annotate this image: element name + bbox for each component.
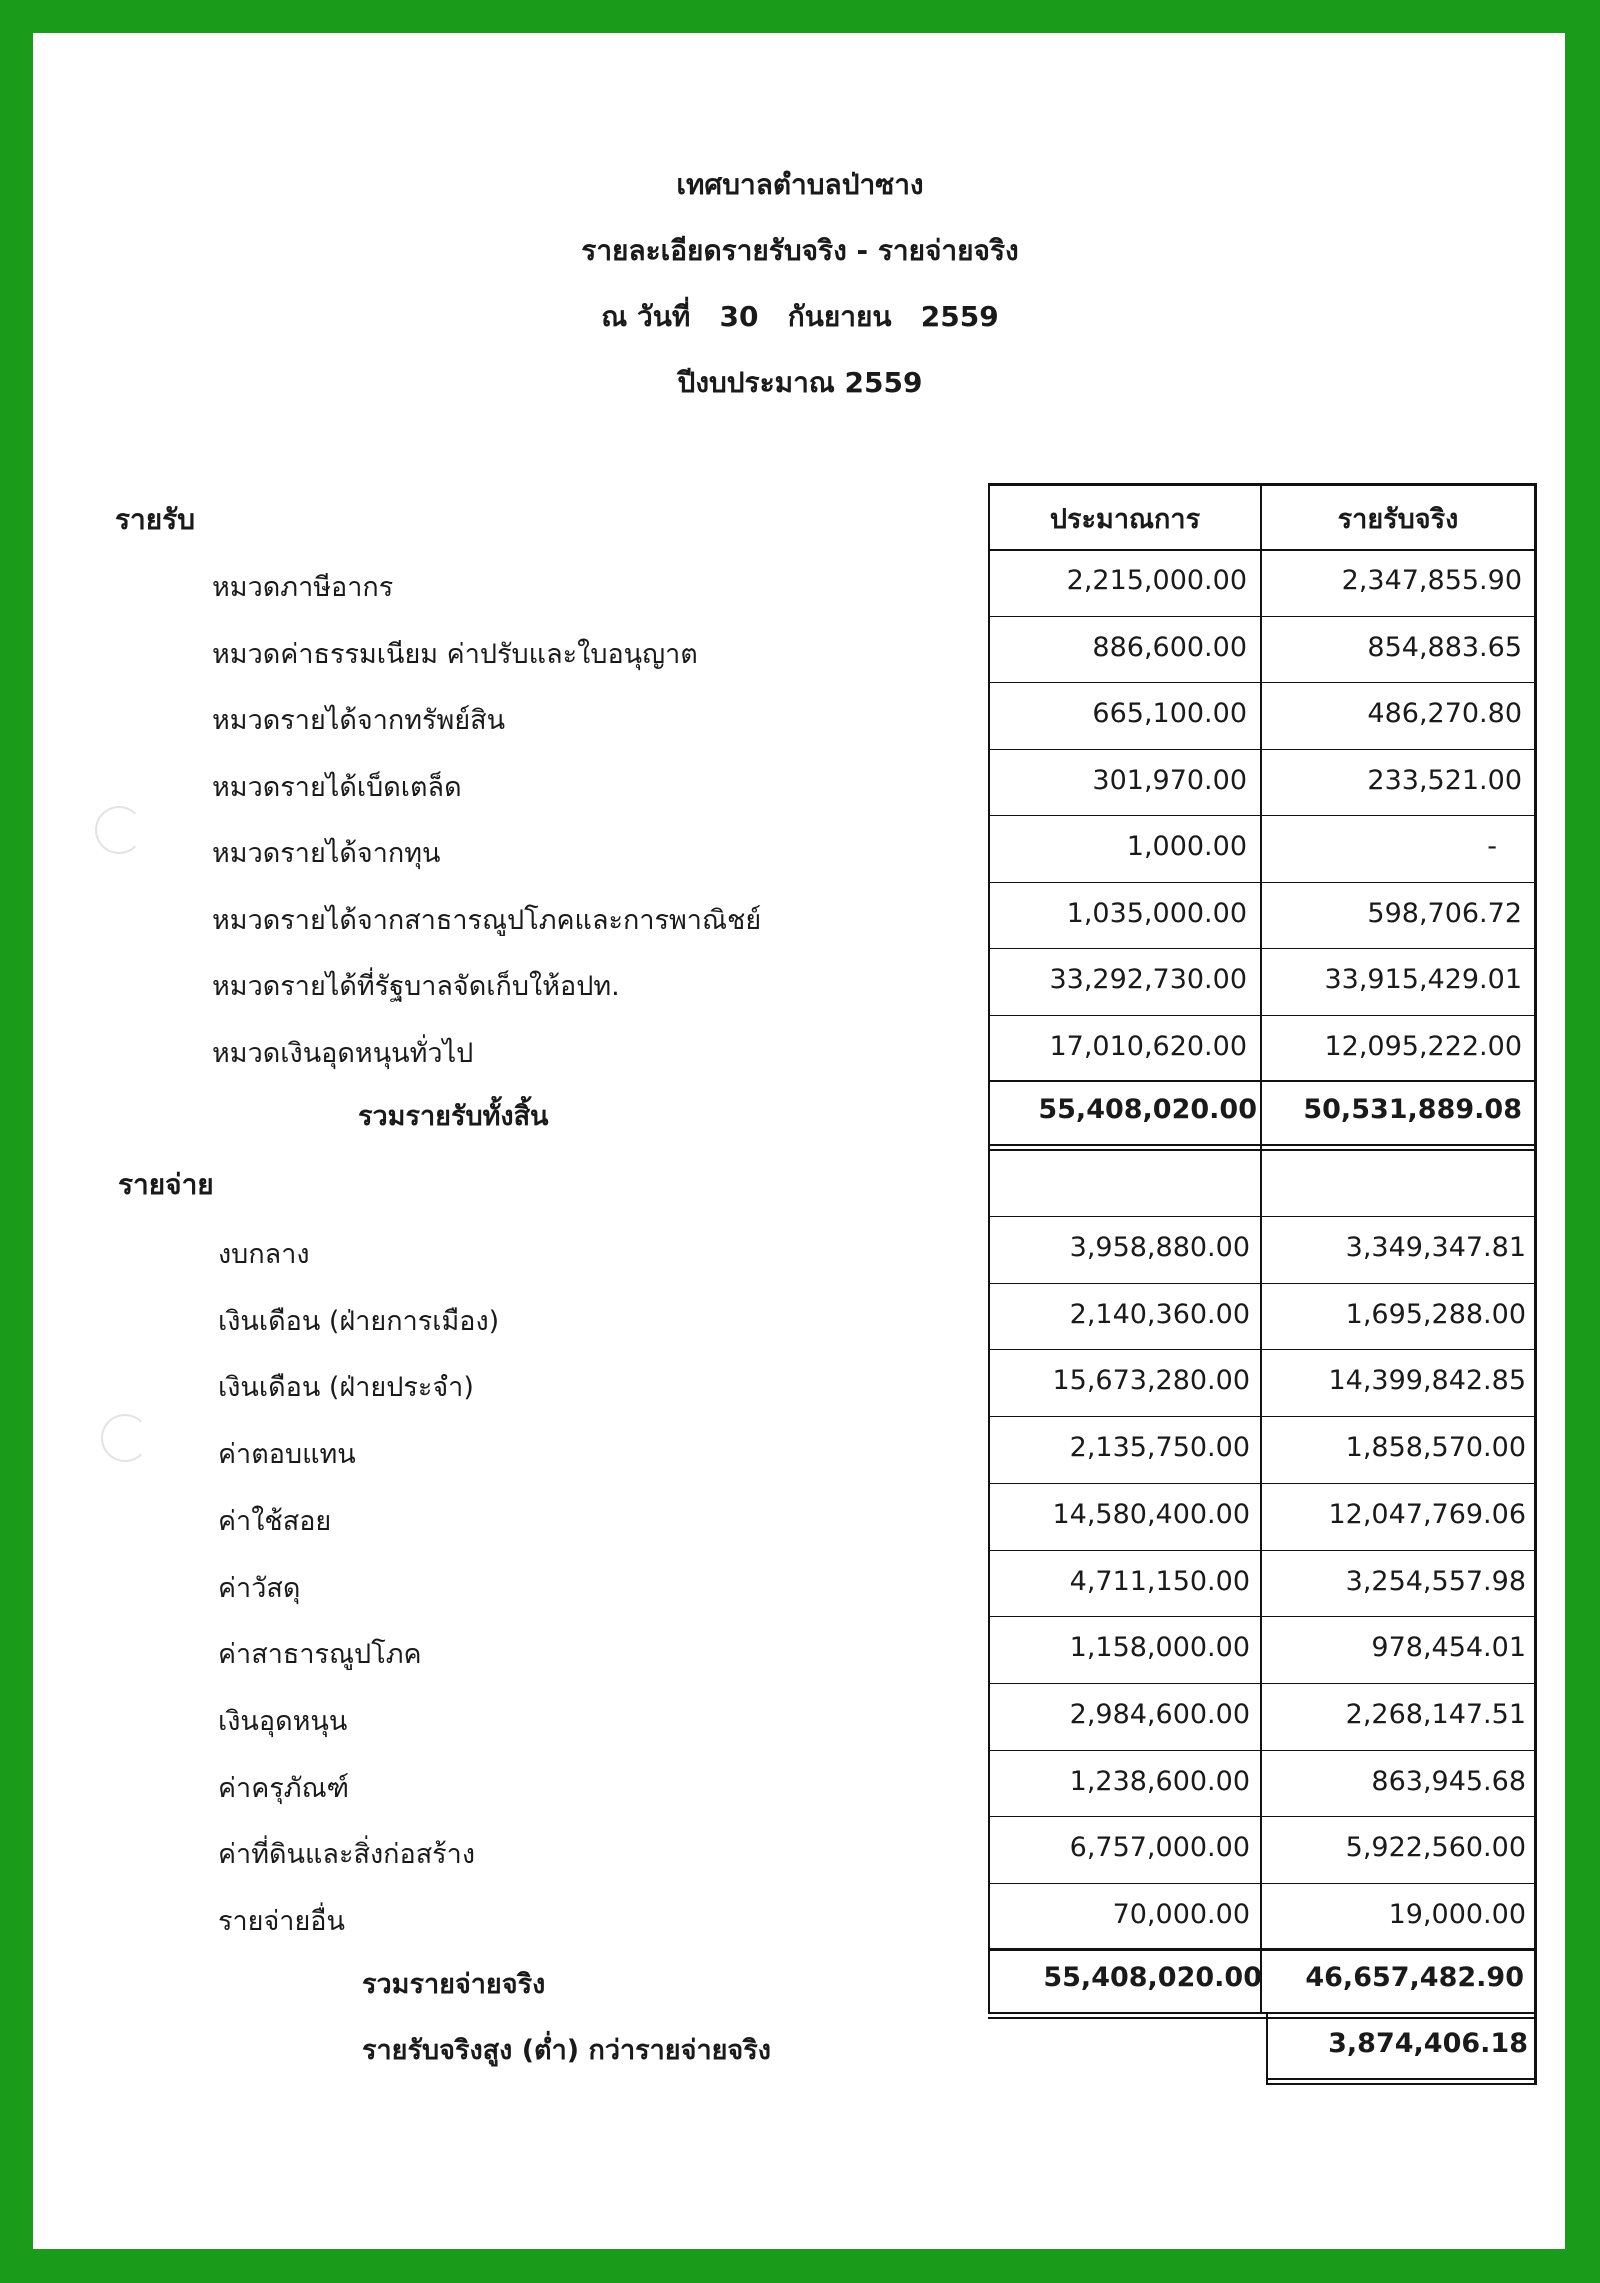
date-prefix: ณ วันที่ <box>601 300 691 333</box>
surplus-value: 3,874,406.18 <box>1328 2028 1528 2059</box>
expense-row-label: ค่าใช้สอย <box>218 1505 332 1537</box>
expense-row-label: ค่าตอบแทน <box>218 1439 356 1471</box>
income-row-estimate: 1,000.00 <box>1126 831 1247 862</box>
row-divider <box>988 1816 1536 1817</box>
expense-row-estimate: 2,984,600.00 <box>1069 1698 1250 1730</box>
income-row-actual: 854,883.65 <box>1367 631 1522 663</box>
row-divider <box>988 1416 1536 1417</box>
column-header-estimate: ประมาณการ <box>1049 504 1201 535</box>
expense-section-label: รายจ่าย <box>118 1168 214 1201</box>
table-top-border <box>988 483 1536 486</box>
row-divider <box>988 1550 1536 1551</box>
expense-row-label: เงินเดือน (ฝ่ายการเมือง) <box>218 1305 500 1337</box>
row-divider <box>988 1015 1536 1016</box>
expense-row-label: ค่าครุภัณฑ์ <box>218 1772 350 1804</box>
income-row-estimate: 301,970.00 <box>1092 764 1247 796</box>
expense-row-label: เงินอุดหนุน <box>218 1705 348 1737</box>
expense-row-actual: 12,047,769.06 <box>1328 1498 1526 1530</box>
income-row-actual: 2,347,855.90 <box>1341 565 1522 596</box>
row-divider <box>988 1950 1536 1951</box>
expense-row-actual: 5,922,560.00 <box>1345 1832 1526 1864</box>
expense-row-actual: 3,254,557.98 <box>1345 1565 1526 1597</box>
fiscal-year: ปีงบประมาณ 2559 <box>677 366 923 399</box>
expense-row-label: ค่าสาธารณูปโภค <box>218 1639 422 1671</box>
expense-total-bottom-1 <box>988 2012 1536 2014</box>
income-row-actual: 12,095,222.00 <box>1324 1030 1522 1062</box>
expense-row-estimate: 1,158,000.00 <box>1069 1632 1250 1664</box>
income-row-estimate: 2,215,000.00 <box>1066 565 1247 596</box>
row-divider <box>988 616 1536 617</box>
row-divider <box>988 1683 1536 1684</box>
expense-total-bottom-2 <box>988 2017 1536 2019</box>
expense-row-label: รายจ่ายอื่น <box>218 1906 345 1937</box>
expense-row-label: ค่าวัสดุ <box>218 1572 301 1604</box>
income-total-label: รวมรายรับทั้งสิ้น <box>358 1101 549 1132</box>
income-row-actual: 33,915,429.01 <box>1324 964 1522 995</box>
income-row-label: หมวดรายได้จากทุน <box>212 838 441 869</box>
income-row-estimate: 33,292,730.00 <box>1049 964 1247 995</box>
income-row-label: หมวดเงินอุดหนุนทั่วไป <box>212 1037 474 1069</box>
row-divider <box>988 815 1536 816</box>
income-row-label: หมวดรายได้เบ็ดเตล็ด <box>212 771 462 803</box>
row-divider <box>988 1616 1536 1617</box>
income-row-label: หมวดภาษีอากร <box>212 572 394 603</box>
income-total-top <box>988 1080 1536 1082</box>
expense-row-estimate: 2,140,360.00 <box>1069 1298 1250 1330</box>
expense-row-estimate: 4,711,150.00 <box>1069 1565 1250 1597</box>
income-row-actual: - <box>1487 831 1497 862</box>
income-row-actual: 486,270.80 <box>1367 698 1522 729</box>
row-divider <box>988 749 1536 750</box>
row-divider <box>988 1750 1536 1751</box>
income-total-bottom-1 <box>988 1144 1536 1146</box>
expense-row-estimate: 15,673,280.00 <box>1052 1365 1250 1397</box>
expense-row-actual: 3,349,347.81 <box>1345 1232 1526 1263</box>
expense-row-estimate: 6,757,000.00 <box>1069 1832 1250 1864</box>
expense-total-estimate: 55,408,020.00 <box>1043 1962 1262 1993</box>
expense-total-label: รวมรายจ่ายจริง <box>362 1969 546 2000</box>
surplus-bottom-2 <box>1266 2083 1537 2085</box>
expense-row-actual: 14,399,842.85 <box>1328 1365 1526 1397</box>
organization-title: เทศบาลตำบลป่าซาง <box>676 168 924 201</box>
income-row-label: หมวดรายได้ที่รัฐบาลจัดเก็บให้อปท. <box>212 971 620 1002</box>
income-total-bottom-2 <box>988 1149 1536 1151</box>
surplus-bottom-1 <box>1266 2078 1537 2080</box>
income-row-actual: 598,706.72 <box>1367 897 1522 929</box>
punch-hole <box>101 1414 149 1462</box>
date-month: กันยายน <box>787 300 892 333</box>
report-title: รายละเอียดรายรับจริง - รายจ่ายจริง <box>581 234 1019 267</box>
row-divider <box>988 1349 1536 1350</box>
expense-total-actual: 46,657,482.90 <box>1305 1962 1524 1993</box>
income-row-actual: 233,521.00 <box>1367 764 1522 796</box>
income-row-estimate: 1,035,000.00 <box>1066 897 1247 929</box>
surplus-label: รายรับจริงสูง (ต่ำ) กว่ารายจ่ายจริง <box>362 2035 771 2066</box>
date-day: 30 <box>719 300 759 333</box>
row-divider <box>988 882 1536 883</box>
row-divider <box>988 1483 1536 1484</box>
row-divider <box>988 1216 1536 1217</box>
table-right-border <box>1534 483 1537 2085</box>
expense-row-actual: 19,000.00 <box>1388 1899 1526 1930</box>
column-header-actual: รายรับจริง <box>1337 504 1459 535</box>
punch-hole <box>95 806 143 854</box>
expense-row-estimate: 14,580,400.00 <box>1052 1498 1250 1530</box>
income-row-estimate: 17,010,620.00 <box>1049 1030 1247 1062</box>
expense-row-label: งบกลาง <box>218 1239 310 1270</box>
income-section-label: รายรับ <box>115 503 195 536</box>
income-row-label: หมวดรายได้จากทรัพย์สิน <box>212 705 506 736</box>
row-divider <box>988 1883 1536 1884</box>
expense-row-actual: 1,858,570.00 <box>1345 1432 1526 1464</box>
expense-row-actual: 978,454.01 <box>1371 1632 1526 1664</box>
expense-row-label: เงินเดือน (ฝ่ายประจำ) <box>218 1372 474 1404</box>
expense-row-estimate: 2,135,750.00 <box>1069 1432 1250 1464</box>
row-divider <box>988 948 1536 949</box>
expense-row-actual: 2,268,147.51 <box>1345 1698 1526 1730</box>
income-total-estimate: 55,408,020.00 <box>1038 1094 1257 1125</box>
report-date <box>0 295 1600 339</box>
expense-row-actual: 863,945.68 <box>1371 1765 1526 1797</box>
expense-row-actual: 1,695,288.00 <box>1345 1298 1526 1330</box>
date-year: 2559 <box>920 300 999 333</box>
expense-row-estimate: 70,000.00 <box>1112 1899 1250 1930</box>
income-row-estimate: 665,100.00 <box>1092 698 1247 729</box>
row-divider <box>988 1283 1536 1284</box>
expense-row-estimate: 3,958,880.00 <box>1069 1232 1250 1263</box>
expense-row-label: ค่าที่ดินและสิ่งก่อสร้าง <box>218 1839 476 1871</box>
income-row-estimate: 886,600.00 <box>1092 631 1247 663</box>
income-row-label: หมวดค่าธรรมเนียม ค่าปรับและใบอนุญาต <box>212 638 698 670</box>
income-total-actual: 50,531,889.08 <box>1303 1094 1522 1125</box>
row-divider <box>988 549 1536 551</box>
row-divider <box>988 682 1536 683</box>
expense-row-estimate: 1,238,600.00 <box>1069 1765 1250 1797</box>
income-row-label: หมวดรายได้จากสาธารณูปโภคและการพาณิชย์ <box>212 904 762 936</box>
